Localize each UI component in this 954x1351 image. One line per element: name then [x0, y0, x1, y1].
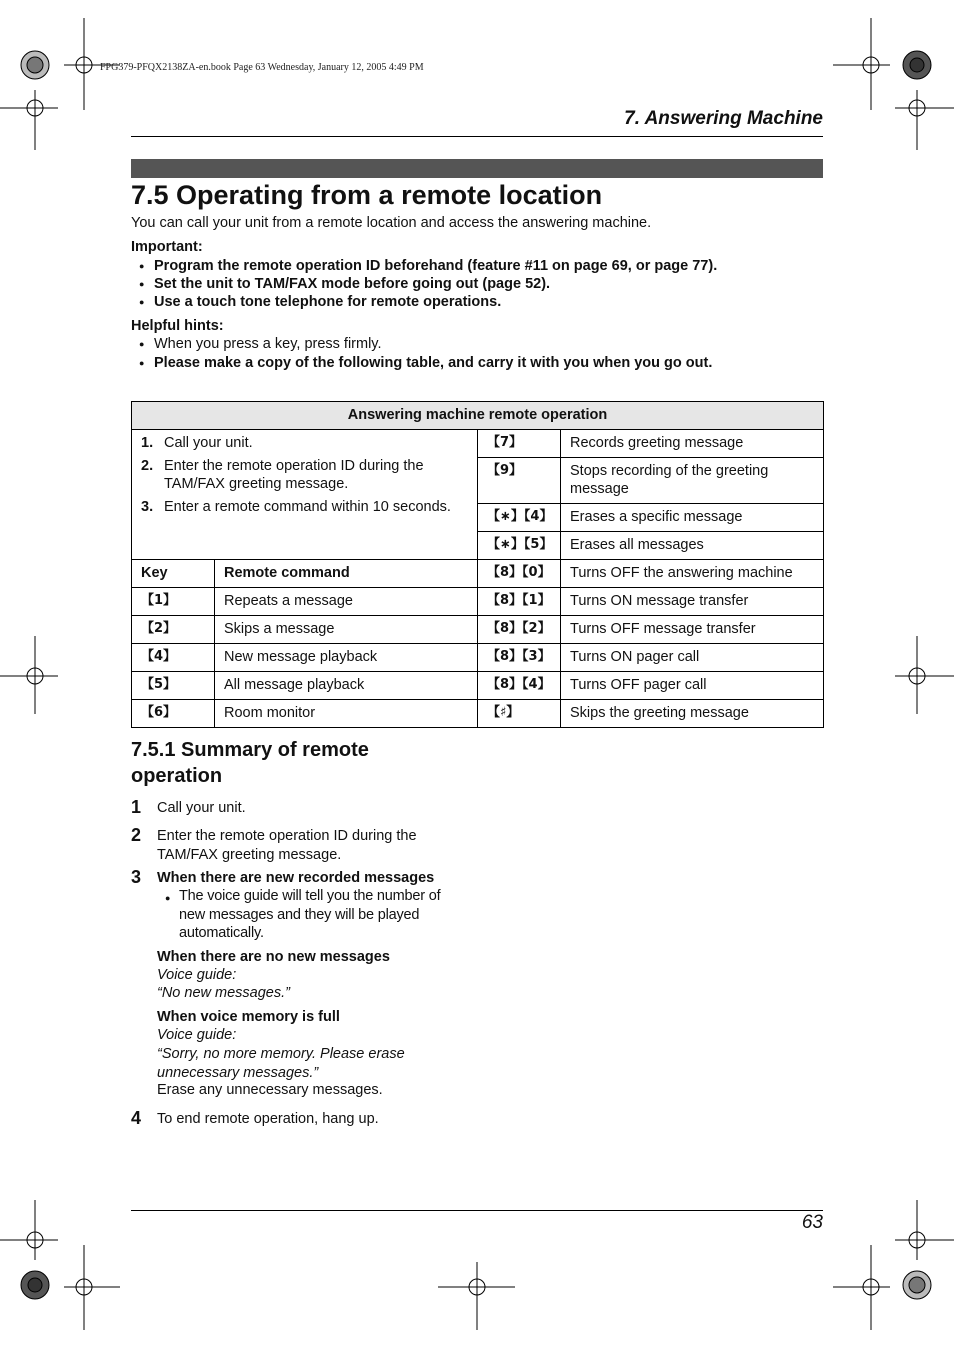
- full-label: Voice guide:: [157, 1027, 237, 1043]
- table-desc: Room monitor: [215, 700, 478, 728]
- table-desc: New message playback: [215, 644, 478, 672]
- table-row: [132, 588, 824, 616]
- chapter-title: 7. Answering Machine: [624, 108, 823, 129]
- table-key: 【8】【2】: [478, 616, 561, 644]
- important-item: ● Use a touch tone telephone for remote operations.: [139, 294, 501, 310]
- table-desc: Turns OFF the answering machine: [561, 560, 824, 588]
- step-bullet-text: The voice guide will tell you the number of new messages and they will be played automatically.: [179, 888, 441, 941]
- table-key: 【4】: [132, 644, 215, 672]
- table-desc: Skips the greeting message: [561, 700, 824, 728]
- table-desc: Stops recording of the greeting message: [561, 458, 824, 504]
- remote-operation-table: [131, 401, 824, 728]
- table-key: 【8】【4】: [478, 672, 561, 700]
- step-number: 2: [131, 825, 142, 845]
- step-heading: When there are new recorded messages: [157, 870, 435, 886]
- table-desc: Turns ON pager call: [561, 644, 824, 672]
- table-title: Answering machine remote operation: [132, 402, 824, 430]
- table-desc: Skips a message: [215, 616, 478, 644]
- table-key: 【9】: [478, 458, 561, 504]
- table-key: 【2】: [132, 616, 215, 644]
- table-key: 【∗】【5】: [478, 532, 561, 560]
- table-desc: Turns OFF pager call: [561, 672, 824, 700]
- footer-rule: [131, 1210, 823, 1211]
- table-row: [132, 700, 824, 728]
- table-desc: Erases a specific message: [561, 504, 824, 532]
- step-number: 3: [131, 867, 142, 887]
- print-info: FPG379-PFQX2138ZA-en.book Page 63 Wednesday, January 12, 2005 4:49 PM: [100, 62, 424, 73]
- no-new-heading: When there are no new messages: [157, 949, 390, 965]
- bullet-icon: ●: [165, 893, 171, 903]
- table-key: 【8】【3】: [478, 644, 561, 672]
- step-text: Enter the remote operation ID during the TAM/FAX greeting message.: [157, 828, 417, 863]
- section-title: 7.5 Operating from a remote location: [131, 180, 603, 210]
- table-row: [132, 644, 824, 672]
- step-text: Call your unit.: [157, 800, 246, 816]
- intro-text: You can call your unit from a remote location and access the answering machine.: [131, 215, 652, 231]
- table-desc: All message playback: [215, 672, 478, 700]
- full-heading: When voice memory is full: [157, 1009, 340, 1025]
- table-row: [132, 616, 824, 644]
- full-action: Erase any unnecessary messages.: [157, 1082, 383, 1098]
- table-step: 1. Call your unit.: [141, 435, 253, 451]
- hints-heading: Helpful hints:: [131, 318, 224, 334]
- step-bullet: [165, 887, 460, 943]
- table-step: 3. Enter a remote command within 10 seconds.: [141, 499, 451, 515]
- page-number: 63: [801, 1212, 823, 1233]
- step-text: To end remote operation, hang up.: [157, 1111, 379, 1127]
- table-row: [132, 672, 824, 700]
- table-desc: Turns ON message transfer: [561, 588, 824, 616]
- table-key: 【1】: [132, 588, 215, 616]
- table-key: 【5】: [132, 672, 215, 700]
- table-key: 【8】【1】: [478, 588, 561, 616]
- section-bar: [131, 159, 823, 178]
- important-item: ● Program the remote operation ID beforehand (feature #11 on page 69, or page 77).: [139, 258, 717, 274]
- steps-cell: [132, 430, 478, 560]
- table-key: 【6】: [132, 700, 215, 728]
- no-new-label: Voice guide:: [157, 967, 237, 983]
- table-desc: Erases all messages: [561, 532, 824, 560]
- hint-item: ● When you press a key, press firmly.: [139, 336, 382, 352]
- subsection-title: 7.5.1 Summary of remote operation: [131, 739, 369, 787]
- table-step: 2. Enter the remote operation ID during the TAM/FAX greeting message.: [141, 458, 424, 492]
- table-desc: Turns OFF message transfer: [561, 616, 824, 644]
- table-key: 【8】【0】: [478, 560, 561, 588]
- no-new-quote: “No new messages.”: [157, 985, 290, 1001]
- column-header-command: Remote command: [215, 560, 478, 588]
- hint-item: ● Please make a copy of the following table, and carry it with you when you go out.: [139, 355, 712, 371]
- important-heading: Important:: [131, 239, 203, 255]
- table-desc: Repeats a message: [215, 588, 478, 616]
- important-item: ● Set the unit to TAM/FAX mode before going out (page 52).: [139, 276, 550, 292]
- column-header-key: Key: [132, 560, 215, 588]
- header-rule: [131, 136, 823, 137]
- step-number: 4: [131, 1108, 142, 1128]
- table-key: 【∗】【4】: [478, 504, 561, 532]
- table-key: 【♯】: [478, 700, 561, 728]
- step-number: 1: [131, 797, 142, 817]
- table-key: 【7】: [478, 430, 561, 458]
- full-quote: “Sorry, no more memory. Please erase unnecessary messages.”: [157, 1046, 405, 1081]
- table-desc: Records greeting message: [561, 430, 824, 458]
